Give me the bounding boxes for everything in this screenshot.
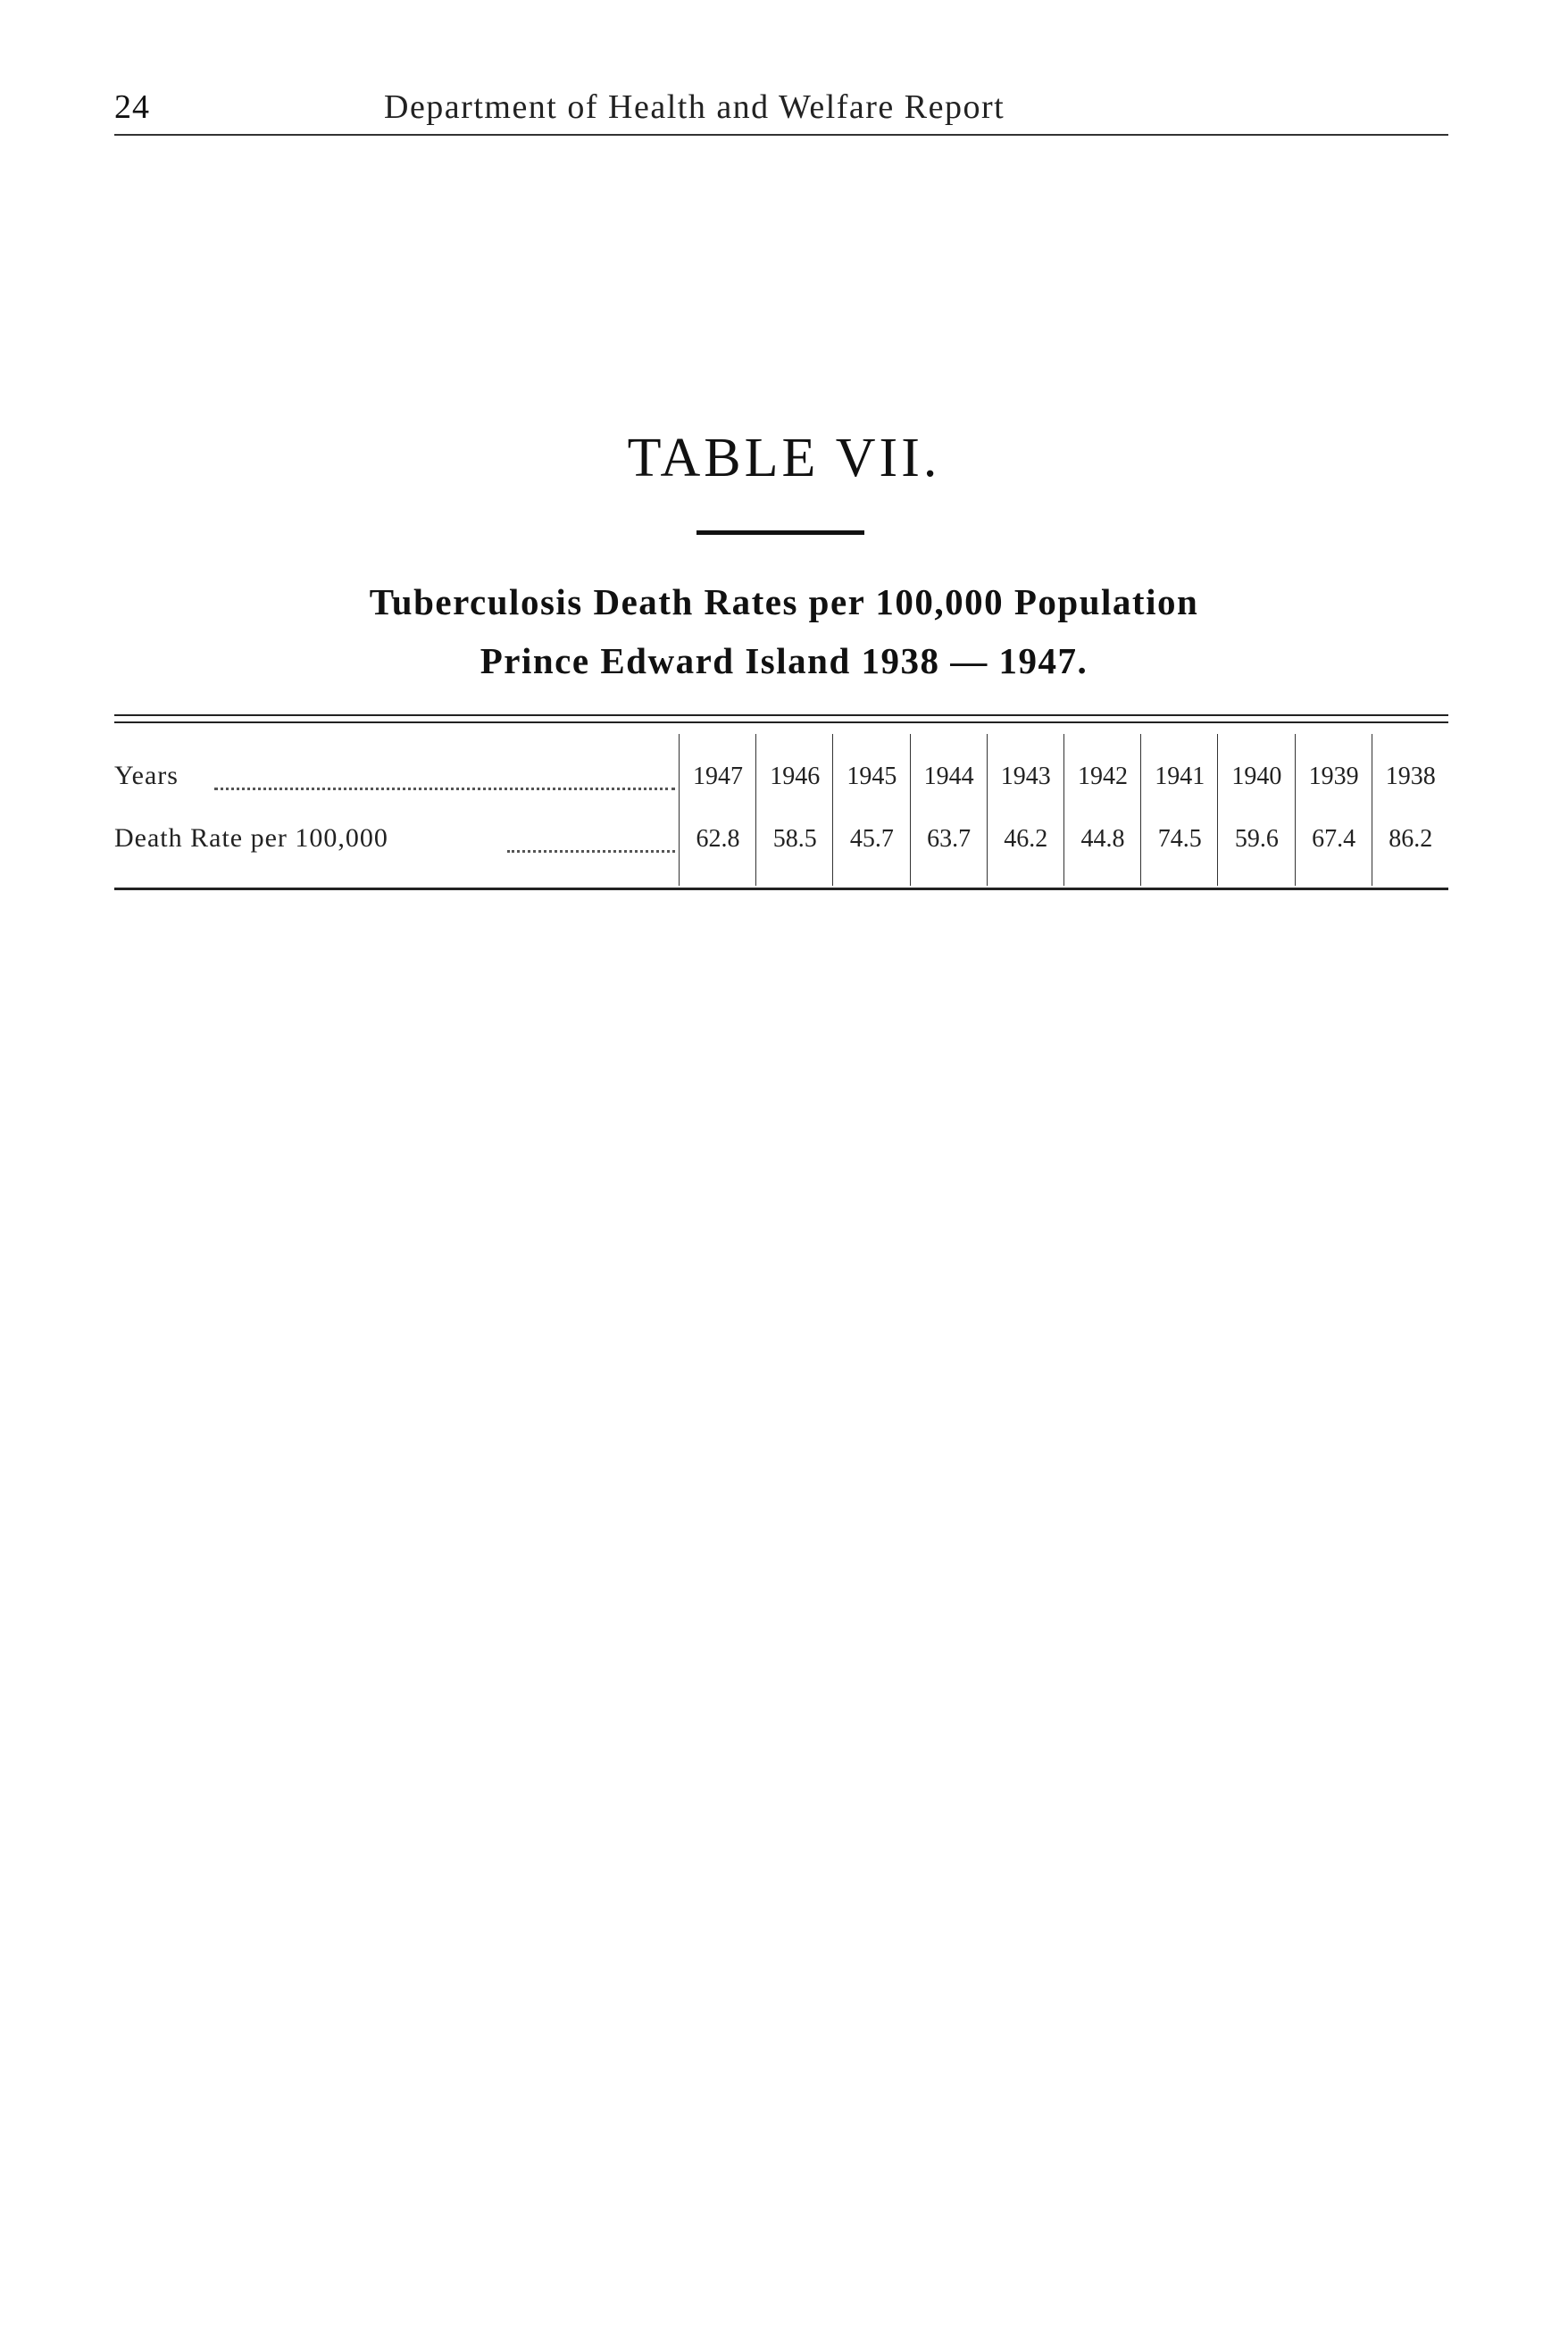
rate-cell: 67.4 [1312, 825, 1356, 853]
running-head: Department of Health and Welfare Report [384, 88, 1005, 126]
rate-cell: 46.2 [1004, 825, 1048, 853]
column-rule [910, 734, 911, 886]
header-rule [114, 134, 1448, 136]
table-subtitle-line-2: Prince Edward Island 1938 — 1947. [480, 640, 1088, 681]
rate-cell: 44.8 [1080, 825, 1125, 853]
data-table [114, 714, 1448, 893]
year-cell: 1947 [693, 763, 743, 790]
row-label-years-text: Years [114, 761, 184, 790]
year-cell: 1941 [1155, 763, 1205, 790]
year-cell: 1943 [1000, 763, 1051, 790]
column-rule [1217, 734, 1218, 886]
rate-cell: 59.6 [1234, 825, 1279, 853]
row-label-rate [114, 823, 679, 859]
table-heading: TABLE VII. [627, 428, 941, 488]
year-cell: 1942 [1078, 763, 1128, 790]
year-cell: 1945 [847, 763, 897, 790]
rate-cell: 45.7 [849, 825, 894, 853]
column-rule [1063, 734, 1064, 886]
table-top-rule [114, 714, 1448, 716]
row-label-rate-text: Death Rate per 100,000 [114, 823, 394, 853]
year-cell: 1946 [770, 763, 821, 790]
table-top-rule-inner [114, 721, 1448, 723]
year-cell: 1939 [1308, 763, 1359, 790]
year-cell: 1944 [923, 763, 974, 790]
leader-dots [507, 850, 675, 853]
year-cell: 1938 [1385, 763, 1436, 790]
leader-dots [214, 788, 675, 790]
rate-cell: 63.7 [927, 825, 972, 853]
column-rule [832, 734, 833, 886]
heading-rule [696, 530, 864, 535]
year-cell: 1940 [1231, 763, 1282, 790]
column-rule [987, 734, 988, 886]
column-rule [1295, 734, 1296, 886]
column-rule [1140, 734, 1141, 886]
table-subtitle-line-1: Tuberculosis Death Rates per 100,000 Population [369, 581, 1199, 622]
table-bottom-rule [114, 888, 1448, 890]
column-rule [679, 734, 680, 886]
rate-cell: 74.5 [1157, 825, 1202, 853]
rate-cell: 86.2 [1389, 825, 1433, 853]
rate-cell: 62.8 [696, 825, 740, 853]
page-number: 24 [114, 88, 150, 126]
row-label-years [114, 761, 679, 796]
rate-cell: 58.5 [772, 825, 817, 853]
column-rule [755, 734, 756, 886]
